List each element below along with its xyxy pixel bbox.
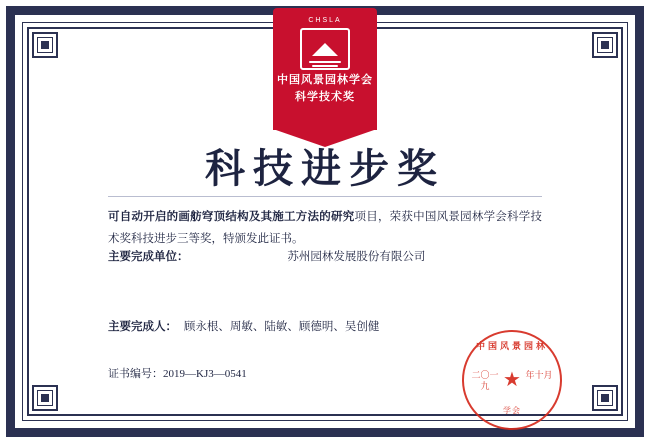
seal-arc-text: 中国风景园林: [475, 341, 548, 351]
main-contributors-row: [108, 318, 542, 334]
emblem-org-name: 中国风景园林学会: [277, 74, 373, 86]
corner-square-inner: [601, 394, 609, 402]
wave-line-1: [309, 61, 341, 63]
official-seal: [462, 330, 562, 430]
seal-bottom-text: 学会: [503, 406, 521, 415]
main-unit-value: 苏州园林发展股份有限公司: [287, 251, 426, 263]
corner-ornament-top-left: [32, 32, 58, 58]
award-body-text: [108, 206, 542, 250]
certificate-number: 证书编号：2019—KJ3—0541: [108, 368, 247, 380]
corner-square-inner: [41, 41, 49, 49]
corner-ornament-bottom-left: [32, 385, 58, 411]
seal-date-left: 二〇一九: [471, 370, 499, 391]
emblem-latin-text: CHSLA: [308, 17, 342, 24]
main-contributors-label: 主要完成人：: [108, 321, 177, 333]
seal-date-right: 年十月: [525, 370, 553, 380]
award-body-remainder: 项目，荣获中国风景园林学会科学技术奖科技进步三等奖，特颁发此证书。: [108, 211, 543, 245]
emblem-award-name: 科学技术奖: [295, 91, 355, 103]
page-title: 科技进步奖: [205, 146, 445, 191]
project-name: 可自动开启的画舫穹顶结构及其施工方法的研究: [108, 211, 355, 223]
society-emblem: [265, 8, 385, 130]
corner-square-inner: [41, 394, 49, 402]
main-contributors-value: 顾永根、周敏、陆敏、顾德明、吴创健: [183, 321, 380, 333]
star-icon: ★: [503, 369, 521, 391]
corner-ornament-top-right: [592, 32, 618, 58]
wave-line-2: [312, 65, 338, 67]
main-unit-label: 主要完成单位：: [108, 251, 189, 263]
corner-ornament-bottom-right: [592, 385, 618, 411]
title-divider: [108, 196, 542, 197]
mountain-shape: [312, 43, 338, 56]
emblem-shield-shape: [273, 8, 377, 130]
corner-square-inner: [601, 41, 609, 49]
main-unit-row: [108, 248, 542, 264]
mountain-water-icon: [300, 28, 350, 70]
